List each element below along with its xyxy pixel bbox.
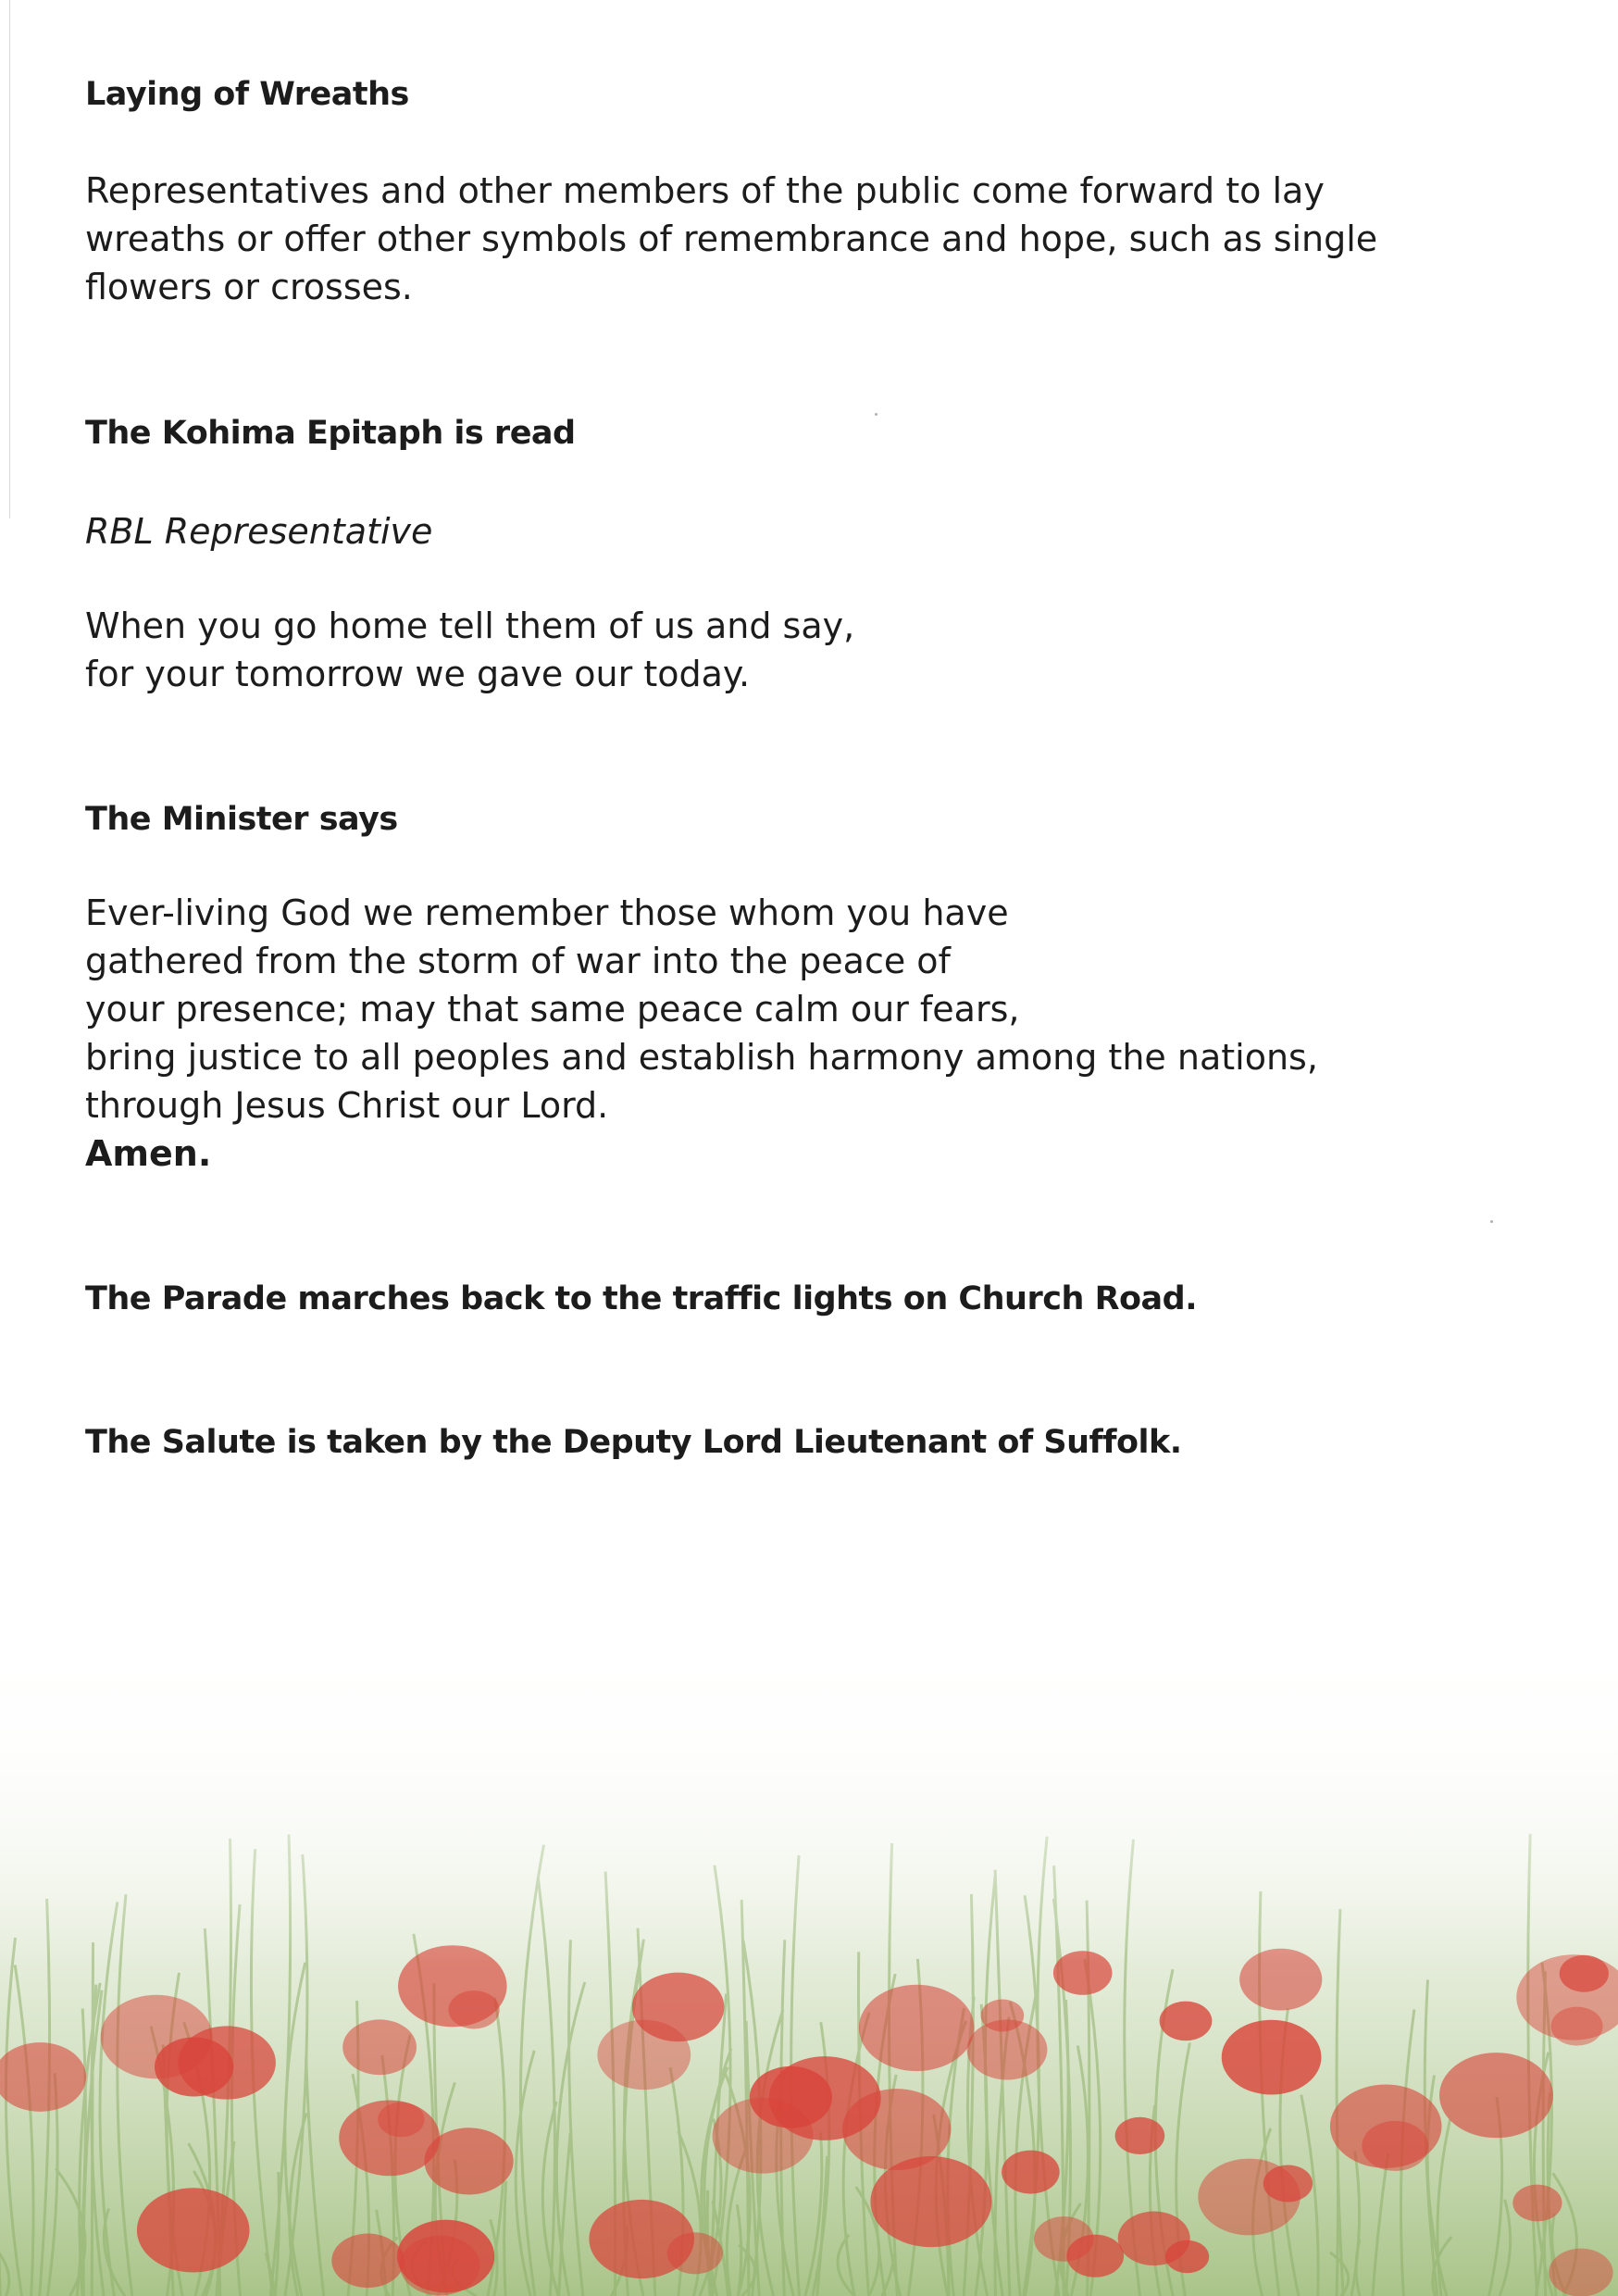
poppy-flower <box>750 2066 832 2128</box>
text-line: for your tomorrow we gave our today. <box>85 654 751 694</box>
poppy-flower <box>1160 2002 1213 2041</box>
poppy-flower <box>137 2188 250 2272</box>
poppy-flower <box>981 2000 1025 2032</box>
poppy-flower <box>632 1973 725 2042</box>
grass-stem <box>1337 2150 1338 2296</box>
text-line: gathered from the storm of war into the peace of <box>85 941 951 981</box>
text-line: When you go home tell them of us and say, <box>85 605 855 646</box>
poppy-flower <box>1439 2053 1553 2138</box>
heading-laying-of-wreaths: Laying of Wreaths <box>85 76 409 113</box>
heading-minister-says: The Minister says <box>85 801 398 838</box>
text-line: Representatives and other members of the public come forward to lay <box>85 170 1325 211</box>
text-line: your presence; may that same peace calm our fears, <box>85 989 1020 1029</box>
poppy-field-image <box>0 1574 1618 2296</box>
poppy-flower <box>870 2156 991 2247</box>
scan-speck <box>1490 1220 1493 1223</box>
text-line: bring justice to all peoples and establish harmony among the nations, <box>85 1037 1318 1078</box>
poppy-flower <box>1512 2185 1562 2222</box>
speaker-rbl-representative: RBL Representative <box>85 511 433 552</box>
text-line: flowers or crosses. <box>85 267 413 307</box>
poppy-flower <box>1066 2235 1124 2277</box>
poppy-flower <box>667 2232 723 2274</box>
poppy-flower <box>1002 2151 1060 2194</box>
heading-kohima-epitaph: The Kohima Epitaph is read <box>85 415 576 452</box>
minister-prayer <box>85 889 1318 1178</box>
poppy-flower <box>1198 2159 1300 2236</box>
poppy-flower <box>1115 2117 1165 2154</box>
poppy-flower <box>400 2236 479 2296</box>
poppy-flower <box>1551 2007 1603 2046</box>
scan-edge-line <box>9 0 10 518</box>
poppy-flower <box>342 2019 417 2075</box>
kohima-epitaph-text <box>85 602 854 698</box>
poppy-flower <box>1330 2085 1442 2168</box>
poppy-flower <box>1165 2240 1209 2273</box>
text-line: through Jesus Christ our Lord. <box>85 1085 609 1126</box>
scan-speck <box>875 413 877 416</box>
parade-instruction: The Parade marches back to the traffic lights on Church Road. <box>85 1280 1198 1317</box>
poppy-flower <box>339 2101 440 2177</box>
paragraph-laying-of-wreaths <box>85 167 1377 311</box>
salute-instruction: The Salute is taken by the Deputy Lord Lieutenant of Suffolk. <box>85 1424 1182 1461</box>
poppy-flower <box>859 1985 975 2071</box>
poppy-flower <box>331 2234 404 2289</box>
poppy-flower <box>178 2026 276 2099</box>
poppy-flower <box>1222 2020 1322 2095</box>
grass-stem <box>92 1942 93 2296</box>
amen-response: Amen. <box>85 1133 212 1174</box>
text-line: wreaths or offer other symbols of remembrance and hope, such as single <box>85 218 1378 259</box>
poppy-flower <box>1549 2249 1612 2296</box>
text-line: Ever-living God we remember those whom you have <box>85 892 1009 933</box>
